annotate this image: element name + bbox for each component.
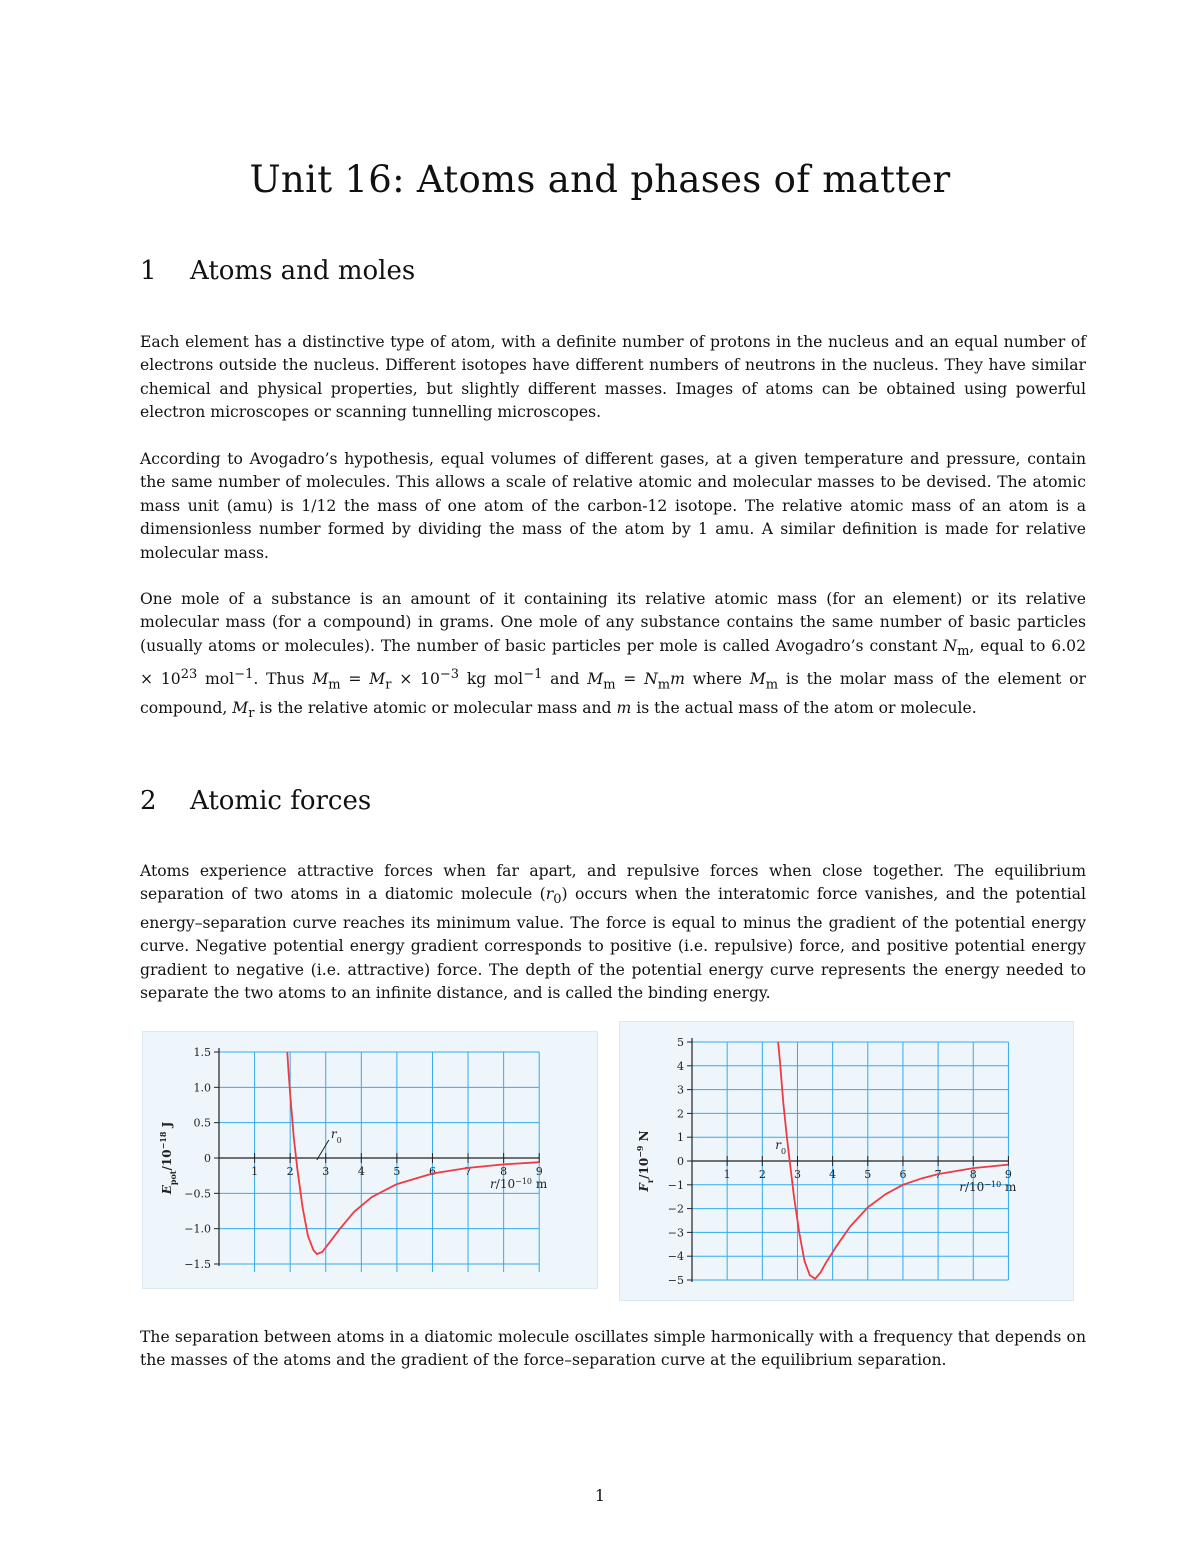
paragraph-atoms: Each element has a distinctive type of atom, with a definite number of protons in the nucleus and an equal number of electrons outside the nucleus. Different isotopes have different numbers of neutrons in the nucleus. They have similar chemical and physical properties, but slightly different masses. Images of atoms can be obtained using powerful electron microscopes or scanning tunnelling microscopes. [140, 333, 1086, 422]
force-chart [620, 1022, 1073, 1300]
potential-energy-chart [143, 1032, 597, 1288]
paragraph-atomic-forces: Atoms experience attractive forces when far apart, and repulsive forces when close together. The equilibrium separation of two atoms in a diatomic molecule $(r_0)$ occurs when the interatomic force vanishes, and the potential energy–separation curve reaches its minimum value. The force is equal to minus the gradient of the potential energy curve. Negative potential energy gradient corresponds to positive (i.e. repulsive) force, and positive potential energy gradient to negative (i.e. attractive) force. The depth of the potential energy curve represents the energy needed to separate the two atoms to an infinite distance, and is called the binding energy. [140, 862, 1086, 1003]
x-tick-label: 4 [829, 1168, 837, 1181]
y-tick-label: −1 [667, 1178, 684, 1192]
paragraph-mole: One mole of a substance is an amount of it containing its relative atomic mass (for an element) or its relative molecular mass (for a compound) in grams. One mole of any substance contains the same number of basic particles (usually atoms or molecules). The number of basic particles per mole is called Avogadro’s constant $N_m$, equal to $6.02 \times 10^{23}$ mol$^{-1}$. Thus $M_m = M_r \times 10^{-3}$ kg mol$^{-1}$ and $M_m = N_mm$ where $M_m$ is the molar mass of the element or compound, $M_r$ is the relative atomic or molecular mass and m is the actual mass of the atom or molecule. [140, 590, 1087, 722]
r0-pointer [317, 1140, 329, 1160]
x-tick-label: 6 [899, 1168, 907, 1181]
page-title: Unit 16: Atoms and phases of matter [249, 158, 951, 201]
paragraph-oscillation: The separation between atoms in a diatomic molecule oscillates simple harmonically with a frequency that depends on the masses of the atoms and the gradient of the force–separation curve at the equilibrium separation. [140, 1328, 1086, 1370]
y-tick-label: 0 [677, 1155, 684, 1168]
x-tick-label: 6 [428, 1165, 436, 1178]
y-tick-label: −1.5 [184, 1258, 211, 1271]
x-tick-label: 9 [1004, 1168, 1012, 1181]
y-tick-label: 5 [677, 1036, 684, 1049]
x-tick-label: 9 [535, 1165, 543, 1178]
axes [635, 1036, 1017, 1287]
y-tick-label: −1.0 [184, 1222, 211, 1236]
x-axis-label: $r/10^{-10}$ m [490, 1176, 548, 1191]
x-tick-label: 3 [322, 1165, 330, 1178]
axes [158, 1046, 548, 1271]
x-tick-label: 8 [500, 1165, 508, 1178]
y-tick-label: 1 [677, 1131, 684, 1145]
y-tick-label: 1.5 [193, 1046, 211, 1059]
y-tick-label: 2 [677, 1107, 684, 1121]
y-axis-label: $F_r/10^{-9}$ N [635, 1130, 655, 1192]
y-tick-label: −3 [667, 1226, 684, 1240]
x-tick-label: 5 [864, 1168, 872, 1181]
grid [219, 1052, 539, 1272]
potential-energy-chart-panel [142, 1031, 598, 1289]
y-tick-label: −2 [667, 1202, 684, 1216]
section-number: 1 [140, 256, 157, 286]
x-tick-label: 3 [793, 1168, 801, 1181]
r0-annotation [317, 1127, 342, 1160]
x-tick-label: 1 [251, 1165, 259, 1178]
x-tick-label: 1 [723, 1168, 731, 1181]
section-number: 2 [140, 786, 157, 816]
x-tick-label: 7 [934, 1168, 942, 1181]
r0-label: $r_0$ [330, 1127, 342, 1145]
x-axis-label: $r/10^{-10}$ m [959, 1179, 1017, 1194]
y-tick-label: 0 [204, 1152, 211, 1165]
y-tick-label: −0.5 [184, 1187, 211, 1201]
x-tick-label: 8 [969, 1168, 977, 1181]
force-chart-panel [619, 1021, 1074, 1301]
r0-label: $r_0$ [775, 1138, 787, 1156]
x-tick-label: 5 [393, 1165, 401, 1178]
section-title: Atomic forces [190, 786, 372, 816]
x-tick-label: 2 [758, 1168, 766, 1181]
curve-series [287, 1052, 539, 1254]
x-tick-label: 4 [357, 1165, 365, 1178]
y-tick-label: 4 [677, 1059, 684, 1073]
r0-annotation [775, 1138, 786, 1156]
paragraph-avogadro: According to Avogadro’s hypothesis, equal volumes of different gases, at a given temperature and pressure, contain the same number of molecules. This allows a scale of relative atomic and molecular masses to be devised. The atomic mass unit (amu) is 1/12 the mass of one atom of the carbon-12 isotope. The relative atomic mass of an atom is a dimensionless number formed by dividing the mass of the atom by 1 amu. A similar definition is made for relative molecular mass. [140, 450, 1086, 562]
x-tick-label: 2 [286, 1165, 294, 1178]
x-tick-label: 7 [464, 1165, 472, 1178]
y-tick-label: −4 [667, 1250, 684, 1264]
section-heading-2 [140, 786, 371, 816]
section-heading-1 [140, 256, 415, 286]
y-tick-label: 3 [677, 1083, 684, 1097]
y-axis-label: $E_{pot}/10^{-18}$ J [158, 1121, 178, 1195]
y-tick-label: −5 [667, 1274, 684, 1287]
y-tick-label: 1.0 [193, 1081, 211, 1095]
page-number: 1 [594, 1486, 606, 1505]
section-title: Atoms and moles [190, 256, 416, 286]
y-tick-label: 0.5 [193, 1116, 211, 1130]
